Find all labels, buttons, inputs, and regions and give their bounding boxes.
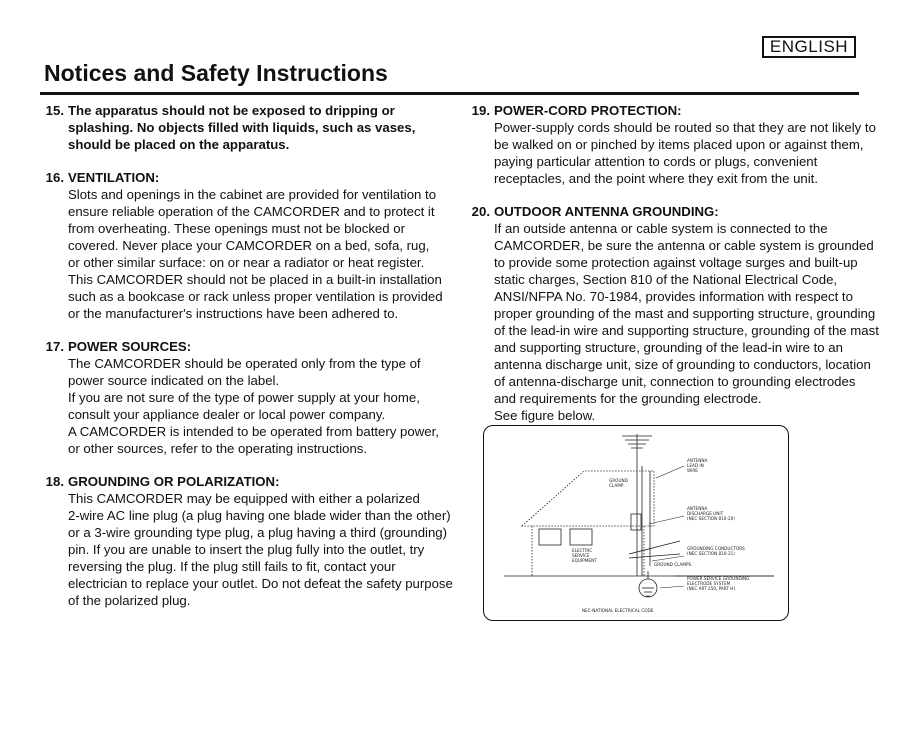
label-power-1: POWER SERVICE GROUNDING [687,576,750,581]
label-antenna-3: WIRE [687,468,698,473]
label-discharge-1: ANTENNA [687,506,708,511]
item-body-line: or the manufacturer's instructions have been adhered to. [68,306,399,321]
page-title: Notices and Safety Instructions [44,60,388,86]
item-body-line: If an outside antenna or cable system is connected to the [494,221,828,236]
item-body-line: See figure below. [494,408,596,423]
language-badge: ENGLISH [762,36,856,58]
item-number: 15. [45,103,64,118]
item-body-line: covered. Never place your CAMCORDER on a bed, sofa, rug, [68,238,430,253]
item-body-line: receptacles, and the point where they exit from the unit. [494,171,819,186]
item-body-line: pin. If you are unable to insert the plug fully into the outlet, try [68,542,425,557]
item-body-line: to provide some protection against voltage surges and built-up [494,255,858,270]
item-heading: should be placed on the apparatus. [68,137,290,152]
label-ground-clamp-1: GROUND [609,478,628,483]
title-rule [40,92,859,95]
item-body-line: power source indicated on the label. [68,373,280,388]
item-number: 17. [45,339,64,354]
item-body-line: of the polarized plug. [68,593,191,608]
label-service-2: SERVICE [572,553,590,558]
item-number: 20. [471,204,490,219]
item-body-line: of antenna-discharge unit, connection to grounding electrodes [494,374,856,389]
safety-item [470,102,876,187]
label-power-3: (NEC ART 250, PART H) [687,586,736,591]
item-heading: VENTILATION: [68,170,160,185]
item-body-line: and supporting structure, grounding of the lead-in wire to an [494,340,843,355]
item-heading: OUTDOOR ANTENNA GROUNDING: [494,204,719,219]
antenna-icon [622,434,652,466]
item-body-line: electrician to replace your outlet. Do not defeat the safety purpose [68,576,453,591]
item-body-line: A CAMCORDER is intended to be operated from battery power, [68,424,439,439]
label-ground-clamp-2: CLAMP [609,483,624,488]
item-body-line: This CAMCORDER should not be placed in a built-in installation [68,272,442,287]
item-body-line: consult your appliance dealer or local power company. [68,407,386,422]
item-body-line: The CAMCORDER should be operated only from the type of [68,356,421,371]
label-service-3: EQUIPMENT [572,558,597,563]
item-body-line: ANSI/NFPA No. 70-1984, provides information with respect to [494,289,853,304]
item-body-line: Slots and openings in the cabinet are provided for ventilation to [68,187,437,202]
item-body-line: reversing the plug. If the plug still fails to fit, contact your [68,559,396,574]
item-body-line: such as a bookcase or rack unless proper ventilation is provided [68,289,443,304]
item-body-line: CAMCORDER, be sure the antenna or cable system is grounded [494,238,874,253]
safety-item [44,169,443,322]
item-number: 19. [471,103,490,118]
item-heading: GROUNDING OR POLARIZATION: [68,474,280,489]
antenna-grounding-illustration [484,426,789,621]
item-heading: POWER SOURCES: [68,339,192,354]
item-body-line: proper grounding of the mast and supporting structure, grounding [494,306,876,321]
label-conductors-1: GROUNDING CONDUCTORS [687,546,745,551]
item-body-line: static charges, Section 810 of the National Electrical Code, [494,272,838,287]
right-column [470,102,879,440]
label-antenna-2: LEAD IN [687,463,704,468]
item-body-line: and requirements for the grounding electrode. [494,391,762,406]
item-heading: splashing. No objects filled with liquids, such as vases, [68,120,416,135]
label-discharge-3: (NEC SECTION 810-20) [687,516,735,521]
item-body-line: paying particular attention to cords or plugs, convenient [494,154,818,169]
label-discharge-2: DISCHARGE UNIT [687,511,724,516]
item-heading: POWER-CORD PROTECTION: [494,103,682,118]
item-body-line: or other similar surface: on or near a radiator or heat register. [68,255,425,270]
item-heading: The apparatus should not be exposed to dripping or [68,103,395,118]
item-body-line: This CAMCORDER may be equipped with either a polarized [68,491,420,506]
item-body-line: 2-wire AC line plug (a plug having one blade wider than the other) [68,508,451,523]
label-nec: NEC-NATIONAL ELECTRICAL CODE [582,608,654,613]
safety-item [44,338,439,457]
item-body-line: or other sources, refer to the operating instructions. [68,441,368,456]
item-body-line: ensure reliable operation of the CAMCORDER and to protect it [68,204,435,219]
safety-item [44,473,453,609]
label-conductors-2: (NEC SECTION 810-21) [687,551,735,556]
label-service-1: ELECTRIC [572,548,593,553]
item-body-line: of the lead-in wire and supporting structure, grounding of the mast [494,323,879,338]
label-ground-clamps: GROUND CLAMPS [654,562,692,567]
item-body-line: or a 3-wire grounding type plug, a plug having a third (grounding) [68,525,448,540]
item-body-line: Power-supply cords should be routed so that they are not likely to [494,120,876,135]
item-number: 18. [45,474,64,489]
safety-item [470,203,879,424]
left-column [44,102,453,625]
safety-item [44,102,439,153]
item-body-line: antenna discharge unit, size of grounding to conductors, location [494,357,871,372]
label-power-2: ELECTRODE SYSTEM [687,581,731,586]
item-body-line: from overheating. These openings must not be blocked or [68,221,405,236]
item-body-line: be walked on or pinched by items placed upon or against them, [494,137,864,152]
label-antenna-1: ANTENNA [687,458,708,463]
item-number: 16. [45,170,64,185]
item-body-line: If you are not sure of the type of power supply at your home, [68,390,420,405]
antenna-grounding-diagram [483,425,789,621]
